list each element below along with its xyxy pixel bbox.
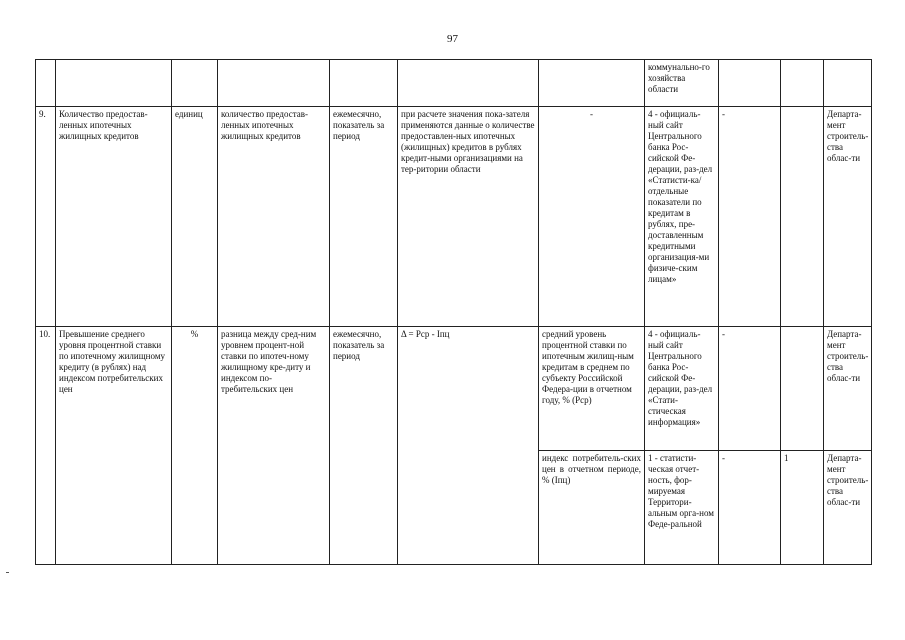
cell-responsible: Департа-мент строитель-ства облас-ти <box>824 107 872 327</box>
cell-source: коммунально-го хозяйства области <box>645 60 719 107</box>
cell-name: Количество предостав-ленных ипотечных жилищных кредитов <box>56 107 172 327</box>
cell-col9 <box>781 327 824 451</box>
cell-unit: единиц <box>172 107 218 327</box>
cell-responsible: Департа-мент строитель-ства облас-ти <box>824 327 872 451</box>
cell-col8: - <box>719 107 781 327</box>
cell-responsible <box>824 60 872 107</box>
cell-base: индекс потребитель-ских цен в отчетном периоде, % (Iпц) <box>539 451 645 565</box>
margin-mark <box>6 572 9 573</box>
cell-name: Превышение среднего уровня процентной ставки по ипотечному жилищному кредиту (в рублях) над индексом потребительских цен <box>56 327 172 565</box>
cell-source: 4 - официаль-ный сайт Центрального банка Рос-сийской Фе-дерации, раз-дел «Статисти-ка/отдельные показатели по кредитам в рублях, пре-доставленным кредитными организация-ми физиче-ским лицам» <box>645 107 719 327</box>
cell-definition: разница между сред-ним уровнем процент-ной ставки по ипотеч-ному жилищному кре-диту и индексом по-требительских цен <box>218 327 330 565</box>
cell-unit <box>172 60 218 107</box>
cell-num: 9. <box>36 107 56 327</box>
cell-frequency: ежемесячно, показатель за период <box>330 107 398 327</box>
cell-name <box>56 60 172 107</box>
cell-definition <box>218 60 330 107</box>
cell-source: 4 - официаль-ный сайт Центрального банка Рос-сийской Фе-дерации, раз-дел «Стати-стическая информация» <box>645 327 719 451</box>
cell-col8: - <box>719 451 781 565</box>
cell-base: - <box>539 107 645 327</box>
cell-base: средний уровень процентной ставки по ипотечным жилищ-ным кредитам в среднем по субъекту Российской Федера-ции в отчетном году, % (Рср) <box>539 327 645 451</box>
cell-col9 <box>781 107 824 327</box>
table-row-9 <box>36 107 872 327</box>
cell-definition: количество предостав-ленных ипотечных жилищных кредитов <box>218 107 330 327</box>
cell-method <box>398 60 539 107</box>
cell-unit: % <box>172 327 218 565</box>
cell-method: при расчете значения пока-зателя применяются данные о количестве предоставлен-ных ипотечных (жилищных) кредитов в рублях кредит-ными организациями на тер-ритории области <box>398 107 539 327</box>
cell-col9 <box>781 60 824 107</box>
table-row-continued <box>36 60 872 107</box>
page-number: 97 <box>447 33 458 45</box>
cell-frequency <box>330 60 398 107</box>
cell-col8 <box>719 60 781 107</box>
cell-num: 10. <box>36 327 56 565</box>
cell-col9: 1 <box>781 451 824 565</box>
formula: Δ = Рср - Iпц <box>398 327 539 565</box>
cell-source: 1 - статисти-ческая отчет-ность, фор-мируемая Территори-альным орга-ном Феде-ральной <box>645 451 719 565</box>
table-row-10a <box>36 327 872 451</box>
cell-num <box>36 60 56 107</box>
cell-responsible: Департа-мент строитель-ства облас-ти <box>824 451 872 565</box>
cell-col8: - <box>719 327 781 451</box>
cell-frequency: ежемесячно, показатель за период <box>330 327 398 565</box>
indicators-table <box>35 59 872 565</box>
cell-base <box>539 60 645 107</box>
